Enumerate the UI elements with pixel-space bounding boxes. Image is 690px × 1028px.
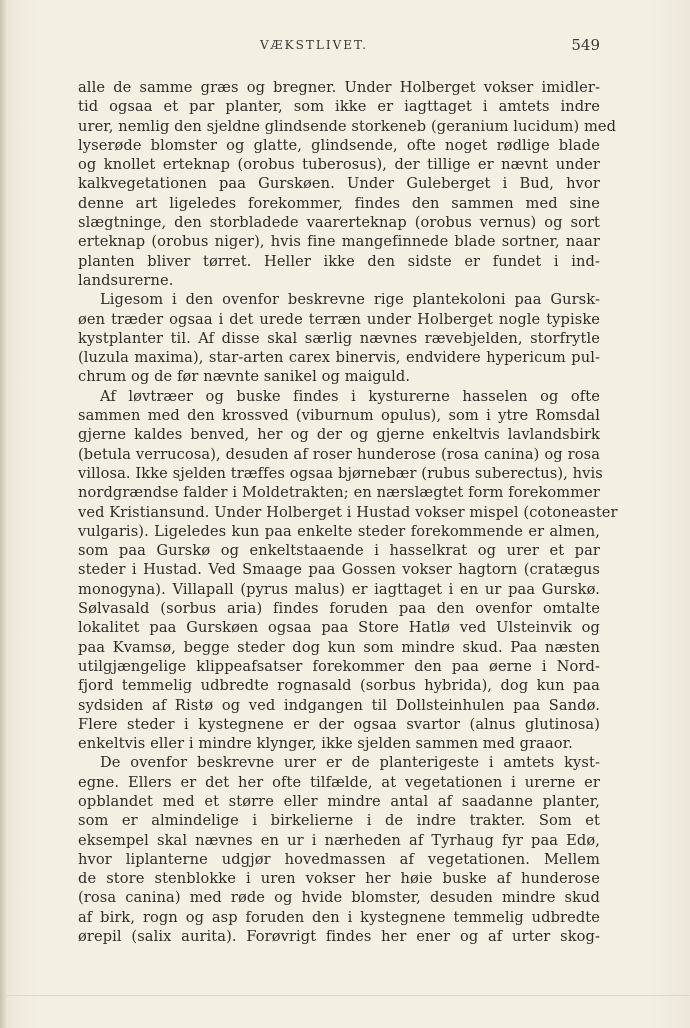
body-text [78, 78, 618, 946]
text-line: (luzula maxima), star-arten carex binervis, endvidere hypericum pul- [78, 349, 600, 367]
text-line: lyserøde blomster og glatte, glindsende, ofte noget rødlige blade [78, 136, 600, 154]
text-line: øen træder ogsaa i det urede terræn under Holberget nogle typiske [78, 310, 600, 328]
running-title: VÆKSTLIVET. [260, 38, 369, 52]
text-line: lokalitet paa Gurskøen ogsaa paa Store Hatlø ved Ulsteinvik og [78, 619, 600, 637]
text-line: ørepil (salix aurita). Forøvrigt findes her ener og af urter skog- [78, 928, 600, 946]
text-line: sydsiden af Ristø og ved indgangen til Dollsteinhulen paa Sandø. [78, 696, 600, 714]
text-line-paragraph-end: chrum og de før nævnte sanikel og maiguld. [78, 368, 411, 386]
text-line: Sølvasald (sorbus aria) findes foruden paa den ovenfor omtalte [78, 600, 600, 618]
text-line: gjerne kaldes benved, her og der og gjerne enkeltvis lavlandsbirk [78, 426, 600, 444]
text-line: kystplanter til. Af disse skal særlig nævnes rævebjelden, storfrytle [78, 329, 600, 347]
text-line: egne. Ellers er det her ofte tilfælde, at vegetationen i urerne er [78, 773, 600, 791]
text-line: som er almindelige i birkelierne i de indre trakter. Som et [78, 812, 600, 830]
text-line: planten bliver tørret. Heller ikke den sidste er fundet i ind- [78, 252, 600, 270]
text-line: nordgrændse falder i Moldetrakten; en nærslægtet form forekommer [78, 484, 600, 502]
text-line: vulgaris). Ligeledes kun paa enkelte steder forekommende er almen, [78, 522, 600, 540]
text-line: og knollet erteknap (orobus tuberosus), der tillige er nævnt under [78, 156, 600, 174]
page-spine-shadow [0, 0, 6, 1028]
text-line: de store stenblokke i uren vokser her høie buske af hunderose [78, 870, 600, 888]
text-line: Flere steder i kystegnene er der ogsaa svartor (alnus glutinosa) [78, 715, 600, 733]
text-line: som paa Gurskø og enkeltstaaende i hasselkrat og urer et par [78, 542, 600, 560]
text-line-paragraph-end: landsurerne. [78, 271, 174, 289]
page-bottom-edge [6, 995, 690, 996]
text-line-paragraph-end: enkeltvis eller i mindre klynger, ikke sjelden sammen med graaor. [78, 735, 573, 753]
text-line: steder i Hustad. Ved Smaage paa Gossen vokser hagtorn (cratægus [78, 561, 600, 579]
text-line: denne art ligeledes forekommer, findes den sammen med sine [78, 194, 600, 212]
text-line-paragraph-start: De ovenfor beskrevne urer er de planterigeste i amtets kyst- [100, 754, 600, 772]
text-line-paragraph-start: Ligesom i den ovenfor beskrevne rige plantekoloni paa Gursk- [100, 291, 600, 309]
text-line-paragraph-start: Af løvtræer og buske findes i kysturerne hasselen og ofte [100, 387, 600, 405]
text-line: (betula verrucosa), desuden af roser hunderose (rosa canina) og rosa [78, 445, 600, 463]
text-line: villosa. Ikke sjelden træffes ogsaa bjørnebær (rubus suberectus), hvis [78, 464, 603, 482]
text-line: kalkvegetationen paa Gurskøen. Under Guleberget i Bud, hvor [78, 175, 600, 193]
page-number: 549 [571, 36, 600, 54]
running-head [60, 38, 600, 58]
text-line: fjord temmelig udbredte rognasald (sorbus hybrida), dog kun paa [78, 677, 600, 695]
text-line: eksempel skal nævnes en ur i nærheden af Tyrhaug fyr paa Edø, [78, 831, 600, 849]
text-line: opblandet med et større eller mindre antal af saadanne planter, [78, 792, 600, 810]
text-line: sammen med den krossved (viburnum opulus), som i ytre Romsdal [78, 407, 600, 425]
text-line: paa Kvamsø, begge steder dog kun som mindre skud. Paa næsten [78, 638, 600, 656]
text-line: af birk, rogn og asp foruden den i kystegnene temmelig udbredte [78, 908, 600, 926]
text-line: erteknap (orobus niger), hvis fine mangefinnede blade sortner, naar [78, 233, 600, 251]
text-line: utilgjængelige klippeafsatser forekommer den paa øerne i Nord- [78, 657, 600, 675]
text-line: slægtninge, den storbladede vaarerteknap (orobus vernus) og sort [78, 214, 600, 232]
text-line: monogyna). Villapall (pyrus malus) er iagttaget i en ur paa Gurskø. [78, 580, 600, 598]
text-line: urer, nemlig den sjeldne glindsende storkenеb (geranium lucidum) med [78, 117, 617, 135]
text-line: (rosa canina) med røde og hvide blomster, desuden mindre skud [78, 889, 600, 907]
text-line: ved Kristiansund. Under Holberget i Hustad vokser mispel (cotoneaster [78, 503, 618, 521]
text-line: tid ogsaa et par planter, som ikke er iagttaget i amtets indre [78, 98, 600, 116]
text-line: hvor liplanterne udgjør hovedmassen af vegetationen. Mellem [78, 850, 600, 868]
text-line: alle de samme græs og bregner. Under Holberget vokser imidler- [78, 79, 600, 96]
